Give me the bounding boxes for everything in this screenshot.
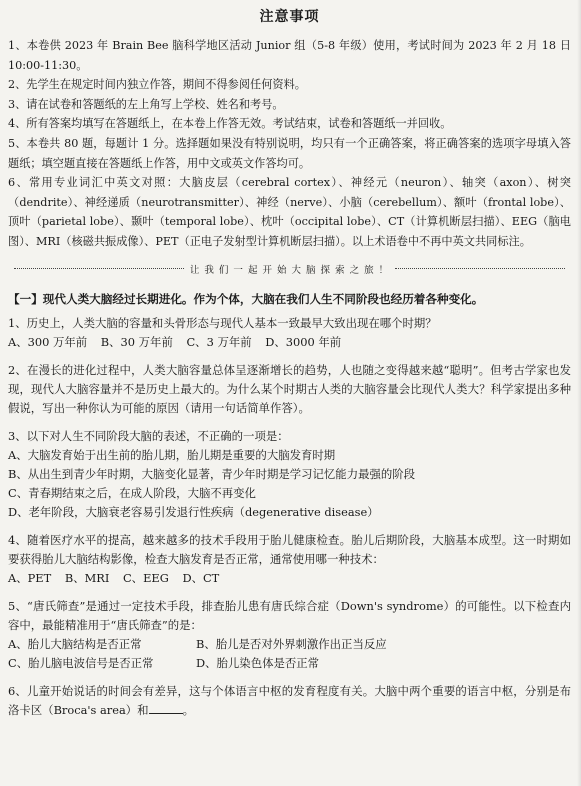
notes-block <box>8 36 571 252</box>
question-1 <box>8 314 571 352</box>
note-1: 1、本卷供 2023 年 Brain Bee 脑科学地区活动 Junior 组（5-8 年级）使用，考试时间为 2023 年 2 月 18 日 10:00-11:30。 <box>8 39 571 72</box>
option-a: A、胎儿大脑结构是否正常 <box>8 636 142 651</box>
question-4 <box>8 531 571 588</box>
question-2-stem: 2、在漫长的进化过程中，人类大脑容量总体呈逐渐增长的趋势，人也随之变得越来越“聪明”。但考古学家也发现，现代人大脑容量并不是历史上最大的。为什么某个时期古人类的大脑容量会比现代人类大？科学家提出多种假说，写出一种你认为可能的原因（请用一句话简单作答）。 <box>8 362 571 415</box>
note-3: 3、请在试卷和答题纸的左上角写上学校、姓名和考号。 <box>8 97 284 111</box>
option-d: D、胎儿染色体是否正常 <box>196 655 320 670</box>
question-3-stem: 3、以下对人生不同阶段大脑的表述，不正确的一项是： <box>8 428 289 443</box>
option-a: A、大脑发育始于出生前的胎儿期，胎儿期是重要的大脑发育时期 <box>8 447 336 462</box>
question-6-stem <box>8 682 571 720</box>
question-4-stem: 4、随着医疗水平的提高，越来越多的技术手段用于胎儿健康检查。胎儿后期阶段，大脑基本成型。这一时期如要获得胎儿大脑结构影像，检查大脑发育是否正常，通常使用哪一种技术： <box>8 532 571 566</box>
note-5: 5、本卷共 80 题，每题计 1 分。选择题如果没有特别说明，均只有一个正确答案，将正确答案的选项字母填入答题纸；填空题直接在答题纸上作答，用中文或英文作答均可。 <box>8 136 571 170</box>
option-d: D、CT <box>182 570 220 585</box>
option-d: D、老年阶段，大脑衰老容易引发退行性疾病（degenerative disease） <box>8 504 379 519</box>
page-title: 注意事项 <box>259 9 320 25</box>
divider-text: 让 我 们 一 起 开 始 大 脑 探 索 之 旅 ！ <box>189 264 390 276</box>
note-4: 4、所有答案均填写在答题纸上，在本卷上作答无效。考试结束，试卷和答题纸一并回收。 <box>8 117 452 131</box>
option-a: A、300 万年前 <box>8 334 88 349</box>
question-1-stem: 1、历史上，人类大脑的容量和头骨形态与现代人基本一致最早大致出现在哪个时期？ <box>8 315 437 330</box>
option-b: B、胎儿是否对外界刺激作出正当反应 <box>196 636 387 651</box>
section-divider <box>8 262 571 276</box>
option-c: C、3 万年前 <box>186 334 252 349</box>
option-b: B、30 万年前 <box>100 334 173 349</box>
note-2: 2、先学生在规定时间内独立作答，期间不得参阅任何资料。 <box>8 78 306 92</box>
question-1-options <box>8 333 571 352</box>
divider-dots-left <box>14 268 184 269</box>
option-c: C、青春期结束之后，在成人阶段，大脑不再变化 <box>8 485 256 500</box>
section-heading: 【一】现代人类大脑经过长期进化。作为个体，大脑在我们人生不同阶段也经历着各种变化。 <box>8 291 484 306</box>
question-6-stem-text: 6、儿童开始说话的时间会有差异，这与个体语言中枢的发育程度有关。大脑中两个重要的语言中枢，分别是布洛卡区（Broca's area）和 <box>8 683 571 717</box>
question-6-stem-end: 。 <box>182 702 194 717</box>
note-6: 6、常用专业词汇中英文对照：大脑皮层（cerebral cortex）、神经元（neuron）、轴突（axon）、树突（dendrite）、神经递质（neurotransmitter）、神经（nerve）、小脑（cerebellum）、额叶（frontal lobe）、顶叶（parietal lobe）、颞叶（temporal lobe）、枕叶（occipital lobe）、CT（计算机断层扫描）、EEG（脑电图）、MRI（核磁共振成像）、PET（正电子发射型计算机断层扫描）。以上术语卷中不再中英文共同标注。 <box>8 176 571 248</box>
option-b: B、MRI <box>64 570 110 585</box>
question-5-options <box>8 635 571 673</box>
option-c: C、EEG <box>122 570 169 585</box>
question-5-stem: 5、“唐氏筛查”是通过一定技术手段，排查胎儿患有唐氏综合症（Down's syndrome）的可能性。以下检查内容中，最能精准用于“唐氏筛查”的是： <box>8 598 571 632</box>
divider-dots-right <box>395 268 565 269</box>
option-c: C、胎儿脑电波信号是否正常 <box>8 655 154 670</box>
question-3 <box>8 427 571 522</box>
answer-blank <box>149 701 183 714</box>
option-b: B、从出生到青少年时期，大脑变化显著，青少年时期是学习记忆能力最强的阶段 <box>8 466 416 481</box>
question-5 <box>8 597 571 673</box>
question-2 <box>8 361 571 418</box>
option-a: A、PET <box>8 570 52 585</box>
scan-shadow <box>577 0 581 786</box>
option-d: D、3000 年前 <box>265 334 342 349</box>
question-6 <box>8 682 571 720</box>
question-4-options <box>8 569 571 588</box>
